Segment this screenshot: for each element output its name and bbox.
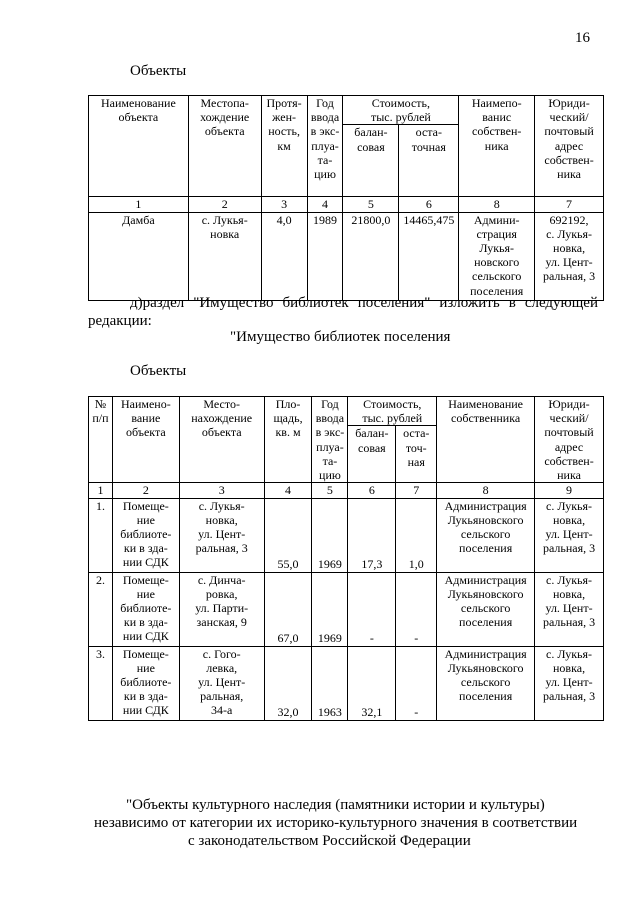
cell-balance: 17,3 [348,498,396,572]
header-cost: Стоимость, тыс. рублей [348,397,437,426]
cell-name: Помеще- ние библиоте- ки в зда- нии СДК [112,498,179,572]
cell-address: с. Лукья- новка, ул. Цент- ральная, 3 [535,498,604,572]
header-year: Год ввода в экс- плуа- та- цию [312,397,348,483]
column-number: 5 [312,483,348,498]
header-balance: балан- совая [343,125,399,197]
column-numbers-row [89,483,604,498]
header-location: Место- нахождение объекта [179,397,264,483]
column-number: 1 [89,197,189,212]
cell-balance: 32,1 [348,646,396,720]
column-number: 1 [89,483,113,498]
section-title-objects-2: Объекты [130,363,187,379]
cell-balance: 21800,0 [343,212,399,300]
column-number: 8 [437,483,535,498]
cell-location: с. Лукья- новка [188,212,261,300]
header-number: № п/п [89,397,113,483]
column-number: 8 [459,197,535,212]
header-year: Год ввода в экс- плуа- та- цию [307,96,343,197]
objects-table-libraries [88,396,604,721]
page-number: 16 [575,30,590,46]
cell-balance: - [348,572,396,646]
column-number: 4 [264,483,312,498]
header-location: Местопа- хождение объекта [188,96,261,197]
column-number: 6 [399,197,459,212]
cell-area: 55,0 [264,498,312,572]
column-numbers-row [89,197,604,212]
quote-e-line-1: "Объекты культурного наследия (памятники истории и культуры) [126,797,545,813]
cell-location: с. Лукья- новка, ул. Цент- ральная, 3 [179,498,264,572]
column-number: 7 [396,483,437,498]
header-length: Протя- жен- ность, км [261,96,307,197]
header-address: Юриди- ческий/ почтовый адрес собствен- ника [535,397,604,483]
column-number: 7 [535,197,604,212]
cell-name: Помеще- ние библиоте- ки в зда- нии СДК [112,646,179,720]
header-area: Пло- щадь, кв. м [264,397,312,483]
header-residual: оста- точная [399,125,459,197]
cell-location: с. Гого- левка, ул. Цент- ральная, 34-а [179,646,264,720]
cell-owner: Администрация Лукьяновского сельского поселения [437,498,535,572]
cell-residual: 14465,475 [399,212,459,300]
quote-d: "Имущество библиотек поселения [230,329,451,345]
table-row [89,212,604,300]
cell-year: 1989 [307,212,343,300]
cell-name: Помеще- ние библиоте- ки в зда- нии СДК [112,572,179,646]
cell-owner: Админи- страция Лукья- новского сельского поселения [459,212,535,300]
column-number: 2 [188,197,261,212]
cell-area: 67,0 [264,572,312,646]
cell-name: Дамба [89,212,189,300]
section-title-objects-1: Объекты [130,63,187,79]
cell-number: 3. [89,646,113,720]
header-address: Юриди- ческий/ почтовый адрес собствен- ника [535,96,604,197]
column-number: 4 [307,197,343,212]
column-number: 6 [348,483,396,498]
column-number: 2 [112,483,179,498]
quote-e-line-2: независимо от категории их историко-культурного значения в соответствии [94,815,578,831]
cell-residual: - [396,572,437,646]
quote-e-line-3: с законодательством Российской Федерации [188,833,471,849]
header-owner: Наименование собственника [437,397,535,483]
cell-address: с. Лукья- новка, ул. Цент- ральная, 3 [535,572,604,646]
paragraph-d: д)раздел "Имущество библиотек поселения" изложить в следующей редакции: [88,295,598,329]
cell-year: 1969 [312,498,348,572]
cell-owner: Администрация Лукьяновского сельского поселения [437,572,535,646]
cell-residual: 1,0 [396,498,437,572]
cell-address: 692192, с. Лукья- новка, ул. Цент- ральная, 3 [535,212,604,300]
cell-area: 32,0 [264,646,312,720]
header-name: Наимено- вание объекта [112,397,179,483]
objects-table-dam [88,95,604,301]
column-number: 3 [261,197,307,212]
column-number: 9 [535,483,604,498]
header-balance: балан- совая [348,426,396,483]
cell-location: с. Динча- ровка, ул. Парти- занская, 9 [179,572,264,646]
column-number: 5 [343,197,399,212]
cell-number: 1. [89,498,113,572]
header-residual: оста- точ- ная [396,426,437,483]
header-name: Наименование объекта [89,96,189,197]
cell-address: с. Лукья- новка, ул. Цент- ральная, 3 [535,646,604,720]
table-row [89,646,604,720]
header-owner: Наимепо- ванис собствен- ника [459,96,535,197]
cell-residual: - [396,646,437,720]
table-row [89,498,604,572]
cell-owner: Администрация Лукьяновского сельского поселения [437,646,535,720]
table-row [89,572,604,646]
cell-number: 2. [89,572,113,646]
cell-year: 1969 [312,572,348,646]
header-cost: Стоимость, тыс. рублей [343,96,459,125]
cell-length: 4,0 [261,212,307,300]
cell-year: 1963 [312,646,348,720]
column-number: 3 [179,483,264,498]
